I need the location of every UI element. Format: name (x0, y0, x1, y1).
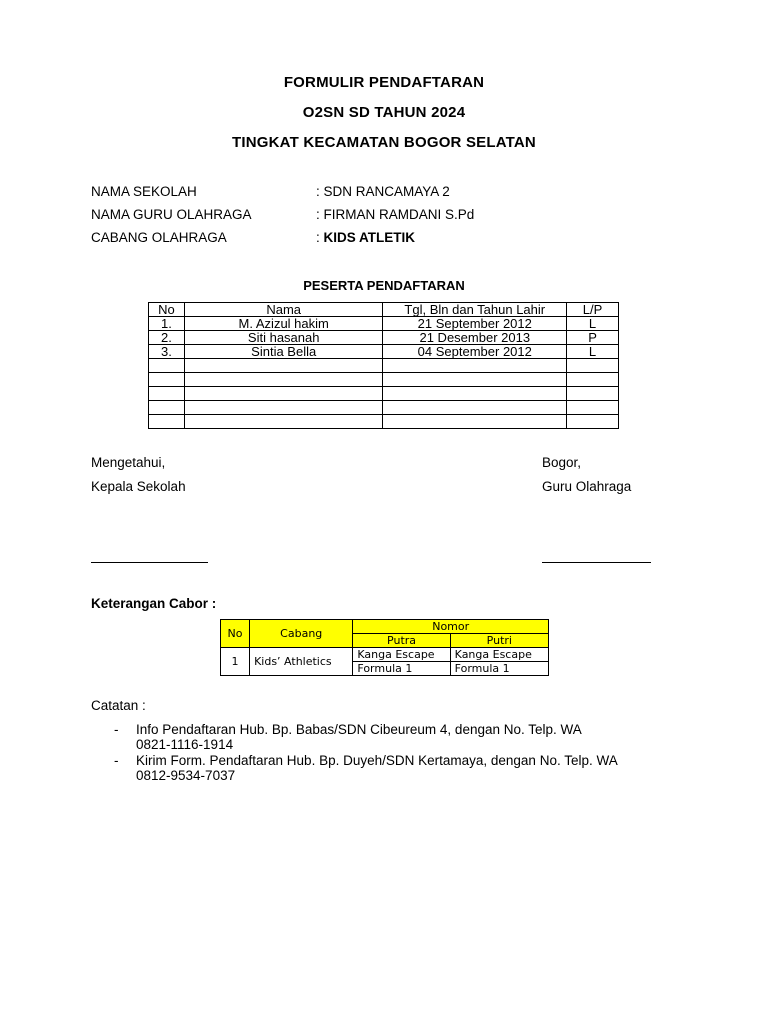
header-no: No (149, 303, 185, 317)
table-header-row (221, 620, 549, 634)
empty-cell[interactable] (383, 359, 567, 373)
cell-putra-event: Kanga Escape (353, 648, 450, 662)
note-item (136, 753, 696, 783)
header-name: Nama (184, 303, 383, 317)
empty-cell[interactable] (383, 415, 567, 429)
empty-cell[interactable] (149, 401, 185, 415)
cell-cabang: Kids’ Athletics (250, 648, 353, 676)
header-no: No (221, 620, 250, 648)
cell-no: 3. (149, 345, 185, 359)
form-subtitle: O2SN SD TAHUN 2024 (302, 104, 466, 121)
header-birthdate: Tgl, Bln dan Tahun Lahir (383, 303, 567, 317)
empty-cell[interactable] (567, 401, 619, 415)
cell-gender: L (567, 317, 619, 331)
empty-cell[interactable] (149, 373, 185, 387)
table-header-row (149, 303, 619, 317)
empty-row (149, 387, 619, 401)
cell-name: Siti hasanah (184, 331, 383, 345)
cell-putra-event: Formula 1 (353, 662, 450, 676)
form-title: FORMULIR PENDAFTARAN (283, 74, 485, 91)
bullet-dash: - (114, 722, 119, 737)
cell-birthdate: 21 Desember 2013 (383, 331, 567, 345)
form-level: TINGKAT KECAMATAN BOGOR SELATAN (232, 134, 536, 151)
bullet-dash: - (114, 753, 119, 768)
header-putra: Putra (353, 634, 450, 648)
table-row (149, 317, 619, 331)
header-gender: L/P (567, 303, 619, 317)
empty-row (149, 359, 619, 373)
cell-no: 1. (149, 317, 185, 331)
empty-cell[interactable] (567, 359, 619, 373)
school-name-label: NAMA SEKOLAH (91, 184, 197, 199)
cell-gender: P (567, 331, 619, 345)
cell-putri-event: Kanga Escape (450, 648, 548, 662)
sport-notes-label: Keterangan Cabor : (91, 596, 217, 611)
empty-cell[interactable] (567, 373, 619, 387)
sport-branch-prefix: : (316, 230, 324, 245)
note-text: Info Pendaftaran Hub. Bp. Babas/SDN Cibeureum 4, dengan No. Telp. WA (136, 722, 582, 737)
sport-branch-value (316, 230, 415, 245)
school-name-value: : SDN RANCAMAYA 2 (316, 184, 450, 199)
participants-table (148, 302, 619, 429)
cell-gender: L (567, 345, 619, 359)
empty-row (149, 373, 619, 387)
empty-cell[interactable] (567, 387, 619, 401)
table-row (149, 345, 619, 359)
empty-row (149, 401, 619, 415)
empty-cell[interactable] (184, 415, 383, 429)
table-row (149, 331, 619, 345)
cell-name: Sintia Bella (184, 345, 383, 359)
empty-cell[interactable] (149, 387, 185, 401)
place-label: Bogor, (542, 455, 582, 470)
notes-label: Catatan : (91, 698, 146, 713)
teacher-name-value: : FIRMAN RAMDANI S.Pd (316, 207, 475, 222)
cell-birthdate: 21 September 2012 (383, 317, 567, 331)
empty-cell[interactable] (383, 401, 567, 415)
cell-no: 1 (221, 648, 250, 676)
empty-cell[interactable] (567, 415, 619, 429)
empty-cell[interactable] (184, 359, 383, 373)
note-phone: 0812-9534-7037 (136, 768, 236, 783)
note-item (136, 722, 696, 752)
cell-putri-event: Formula 1 (450, 662, 548, 676)
cell-no: 2. (149, 331, 185, 345)
cell-name: M. Azizul hakim (184, 317, 383, 331)
headmaster-label: Kepala Sekolah (91, 479, 186, 494)
sport-events-table (220, 619, 549, 676)
empty-cell[interactable] (383, 373, 567, 387)
acknowledged-label: Mengetahui, (91, 455, 166, 470)
pe-teacher-label: Guru Olahraga (542, 479, 632, 494)
headmaster-signature-line (91, 562, 208, 563)
note-text: Kirim Form. Pendaftaran Hub. Bp. Duyeh/SDN Kertamaya, dengan No. Telp. WA (136, 753, 618, 768)
empty-cell[interactable] (184, 387, 383, 401)
participants-title: PESERTA PENDAFTARAN (303, 278, 465, 293)
header-putri: Putri (450, 634, 548, 648)
table-row (221, 648, 549, 662)
header-cabang: Cabang (250, 620, 353, 648)
empty-cell[interactable] (149, 415, 185, 429)
teacher-signature-line (542, 562, 651, 563)
empty-cell[interactable] (184, 373, 383, 387)
cell-birthdate: 04 September 2012 (383, 345, 567, 359)
header-nomor: Nomor (353, 620, 549, 634)
note-phone: 0821-1116-1914 (136, 737, 234, 752)
sport-branch-label: CABANG OLAHRAGA (91, 230, 227, 245)
empty-cell[interactable] (383, 387, 567, 401)
sport-branch-text: KIDS ATLETIK (323, 230, 416, 245)
empty-cell[interactable] (184, 401, 383, 415)
teacher-name-label: NAMA GURU OLAHRAGA (91, 207, 252, 222)
empty-row (149, 415, 619, 429)
empty-cell[interactable] (149, 359, 185, 373)
